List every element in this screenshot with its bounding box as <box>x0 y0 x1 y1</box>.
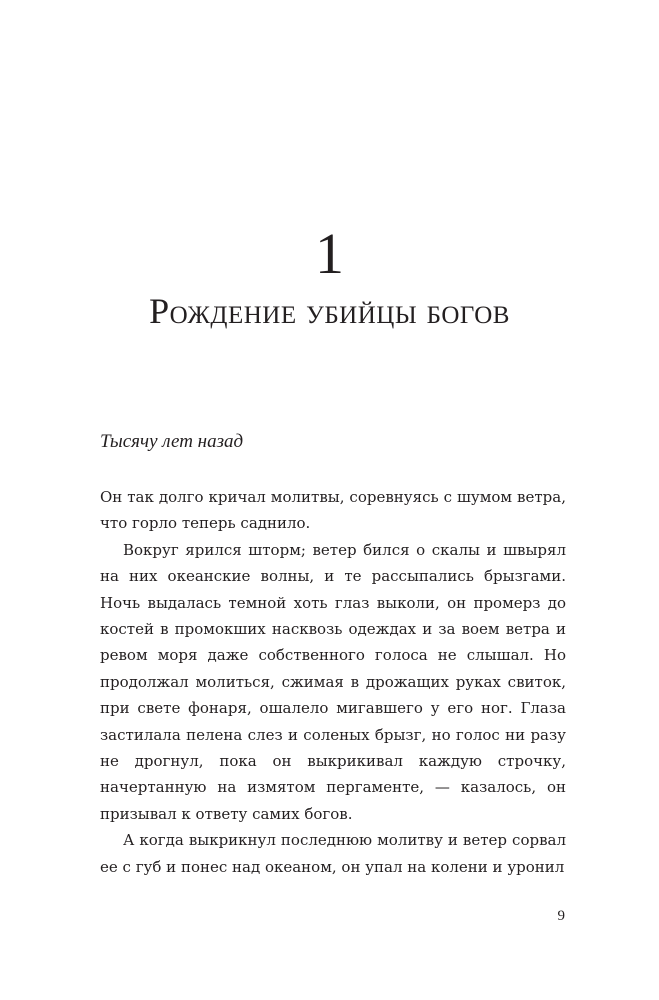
page-number: 9 <box>557 908 565 924</box>
paragraph: А когда выкрикнул последнюю молитву и ветер сорвал ее с губ и понес над океаном, он упал на колени и уронил <box>100 831 566 876</box>
paragraph: Вокруг ярился шторм; ветер бился о скалы и швырял на них океанские волны, и те рассыпались брызгами. Ночь выдалась темной хоть глаз выколи, он промерз до костей в промокших насквозь одеждах и за воем ветра и ревом моря даже собственного голоса не слышал. Но продолжал молиться, сжимая в дрожащих руках свиток, при свете фонаря, ошалело мигавшего у его ног. Глаза застилала пелена слез и соленых брызг, но голос ни разу не дрогнул, пока он выкрикивал каждую строчку, начертанную на измятом пергаменте, — казалось, он призывал к ответу самих богов. <box>100 540 566 823</box>
chapter-title: Рождение убийцы богов <box>149 291 510 331</box>
paragraph: Он так долго кричал молитвы, соревнуясь с шумом ветра, что горло теперь саднило. <box>100 488 566 533</box>
epigraph: Тысячу лет назад <box>100 431 244 452</box>
chapter-body <box>100 484 566 880</box>
chapter-number: 1 <box>315 221 344 286</box>
